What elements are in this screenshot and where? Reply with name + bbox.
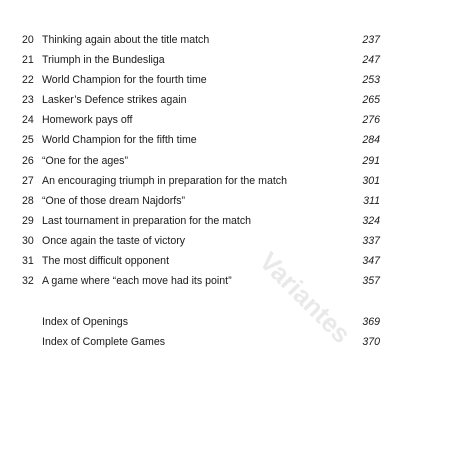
chapter-title: Once again the taste of victory bbox=[42, 234, 186, 247]
chapter-number: 29 bbox=[22, 214, 34, 227]
toc-entry bbox=[0, 90, 452, 110]
page-number: 276 bbox=[362, 114, 380, 127]
chapter-title: World Champion for the fourth time bbox=[42, 74, 207, 87]
chapter-number: 31 bbox=[22, 255, 34, 268]
page-number: 337 bbox=[362, 234, 380, 247]
chapter-number: 32 bbox=[22, 275, 34, 288]
page-number: 291 bbox=[362, 154, 380, 167]
page-number: 284 bbox=[362, 134, 380, 147]
page-number: 324 bbox=[362, 214, 380, 227]
page-number: 369 bbox=[362, 316, 380, 328]
page-number: 253 bbox=[362, 74, 380, 87]
chapter-number: 20 bbox=[22, 34, 34, 46]
page-number: 347 bbox=[362, 255, 380, 268]
chapter-number: 26 bbox=[22, 154, 34, 167]
page-number: 301 bbox=[362, 174, 380, 187]
toc-entry bbox=[0, 130, 452, 150]
page-number: 357 bbox=[362, 275, 380, 288]
toc-entry bbox=[0, 70, 452, 90]
chapter-title: An encouraging triumph in preparation for the match bbox=[42, 174, 287, 187]
toc-entry bbox=[0, 191, 452, 211]
chapter-title: A game where “each move had its point” bbox=[42, 275, 232, 288]
chapter-title: The most difficult opponent bbox=[42, 255, 170, 268]
chapter-title: “One of those dream Najdorfs” bbox=[42, 194, 186, 207]
chapter-title: Homework pays off bbox=[42, 114, 133, 127]
appendix-list bbox=[0, 312, 452, 352]
appendix-entry bbox=[0, 332, 452, 352]
appendix-entry bbox=[0, 312, 452, 332]
toc-entry bbox=[0, 30, 452, 50]
toc-entry bbox=[0, 251, 452, 271]
watermark-text: Variantes bbox=[253, 246, 357, 350]
chapter-number: 30 bbox=[22, 234, 34, 247]
page-number: 311 bbox=[363, 194, 380, 207]
chapter-number: 25 bbox=[22, 134, 34, 147]
toc-entry bbox=[0, 271, 452, 291]
page-number: 265 bbox=[362, 94, 380, 107]
toc-entry bbox=[0, 211, 452, 231]
page-number: 370 bbox=[362, 336, 380, 349]
chapter-number: 28 bbox=[22, 194, 34, 207]
chapter-title: Lasker’s Defence strikes again bbox=[42, 94, 187, 107]
chapter-number: 24 bbox=[22, 114, 34, 127]
chapter-title: “One for the ages” bbox=[42, 154, 128, 167]
appendix-title: Index of Openings bbox=[42, 316, 128, 328]
chapter-title: Thinking again about the title match bbox=[42, 34, 210, 46]
toc-entry bbox=[0, 50, 452, 70]
chapter-number: 23 bbox=[22, 94, 34, 107]
chapter-number: 27 bbox=[22, 174, 34, 187]
appendix-title: Index of Complete Games bbox=[42, 336, 166, 349]
chapter-title: Triumph in the Bundesliga bbox=[42, 54, 165, 67]
toc-entry bbox=[0, 171, 452, 191]
page-number: 237 bbox=[362, 34, 380, 46]
toc-entry bbox=[0, 151, 452, 171]
chapter-title: Last tournament in preparation for the match bbox=[42, 214, 252, 227]
chapter-list bbox=[0, 30, 452, 291]
toc-entry bbox=[0, 231, 452, 251]
chapter-title: World Champion for the fifth time bbox=[42, 134, 197, 147]
chapter-number: 22 bbox=[22, 74, 34, 87]
page-number: 247 bbox=[362, 54, 380, 67]
chapter-number: 21 bbox=[22, 54, 34, 67]
toc-entry bbox=[0, 110, 452, 130]
